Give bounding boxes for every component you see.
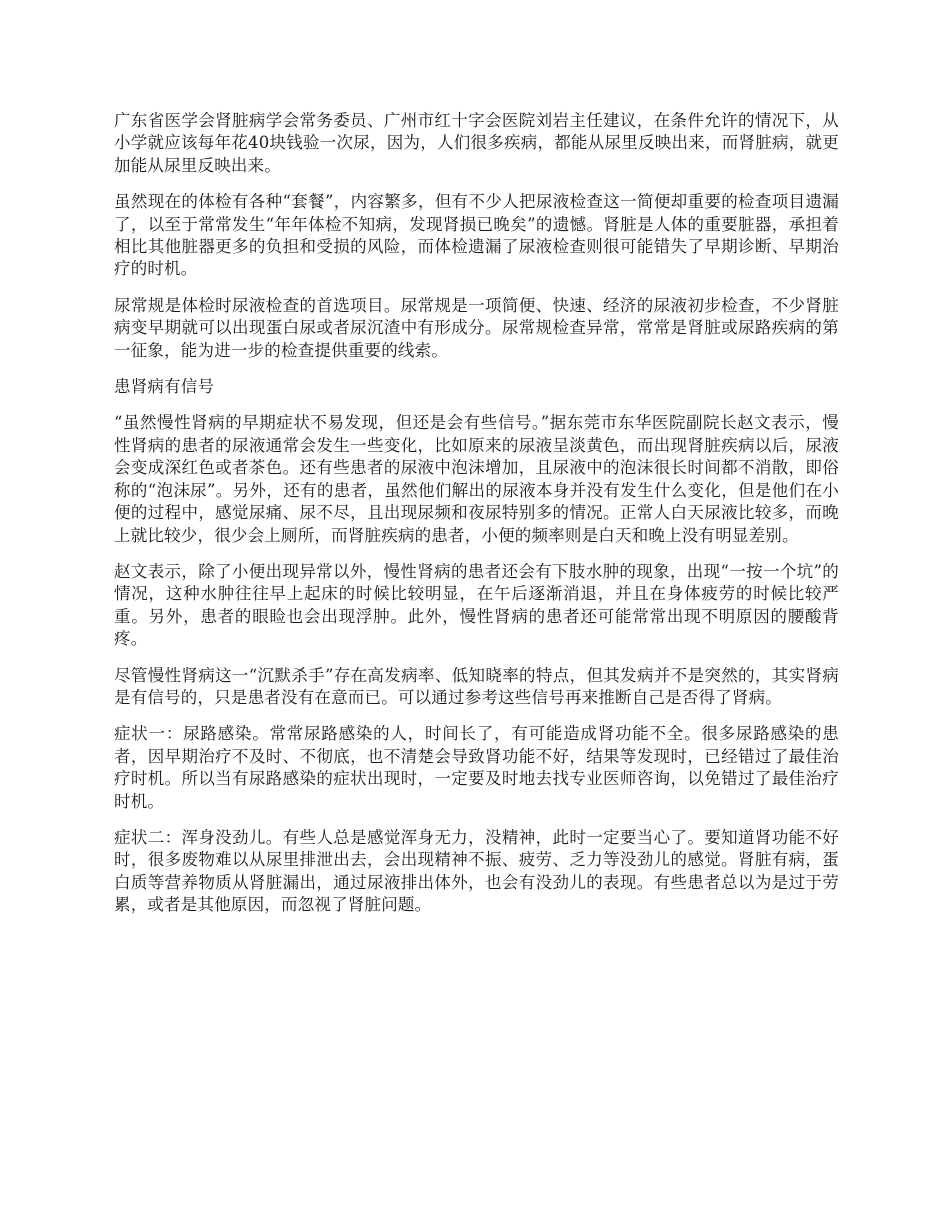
paragraph-4: “虽然慢性肾病的早期症状不易发现，但还是会有些信号。”据东莞市东华医院副院长赵文表示，慢性肾病的患者的尿液通常会发生一些变化，比如原来的尿液呈淡黄色，而出现肾脏疾病以后，尿液会变成深红色或者茶色。还有些患者的尿液中泡沫增加，且尿液中的泡沫很长时间都不消散，即俗称的“泡沫尿”。另外，还有的患者，虽然他们解出的尿液本身并没有发生什么变化，但是他们在小便的过程中，感觉尿痛、尿不尽，且出现尿频和夜尿特别多的情况。正常人白天尿液比较多，而晚上就比较少，很少会上厕所，而肾脏疾病的患者，小便的频率则是白天和晚上没有明显差别。 [114, 413, 839, 545]
paragraph-8: 症状二：浑身没劲儿。有些人总是感觉浑身无力，没精神，此时一定要当心了。要知道肾功能不好时，很多废物难以从尿里排泄出去，会出现精神不振、疲劳、乏力等没劲儿的感觉。肾脏有病，蛋白质等营养物质从肾脏漏出，通过尿液排出体外，也会有没劲儿的表现。有些患者总以为是过于劳累，或者是其他原因，而忽视了肾脏问题。 [114, 827, 839, 915]
paragraph-2: 虽然现在的体检有各种“套餐”，内容繁多，但有不少人把尿液检查这一简便却重要的检查项目遗漏了，以至于常常发生“年年体检不知病，发现肾损已晚矣”的遗憾。肾脏是人体的重要脏器，承担着相比其他脏器更多的负担和受损的风险，而体检遗漏了尿液检查则很可能错失了早期诊断、早期治疗的时机。 [114, 192, 839, 279]
section-heading: 患肾病有信号 [114, 377, 215, 397]
paragraph-1: 广东省医学会肾脏病学会常务委员、广州市红十字会医院刘岩主任建议，在条件允许的情况下，从小学就应该每年花40块钱验一次尿，因为，人们很多疾病，都能从尿里反映出来，而肾脏病，就更加能从尿里反映出来。 [114, 111, 839, 175]
paragraph-5: 赵文表示，除了小便出现异常以外，慢性肾病的患者还会有下肢水肿的现象，出现“一按一个坑”的情况，这种水肿往往早上起床的时候比较明显，在午后逐渐消退，并且在身体疲劳的时候比较严重。另外，患者的眼睑也会出现浮肿。此外，慢性肾病的患者还可能常常出现不明原因的腰酸背疼。 [114, 561, 839, 649]
paragraph-3: 尿常规是体检时尿液检查的首选项目。尿常规是一项简便、快速、经济的尿液初步检查，不少肾脏病变早期就可以出现蛋白尿或者尿沉渣中有形成分。尿常规检查异常，常常是肾脏或尿路疾病的第一征象，能为进一步的检查提供重要的线索。 [114, 295, 839, 360]
document-body [114, 110, 839, 931]
paragraph-7: 症状一：尿路感染。常常尿路感染的人，时间长了，有可能造成肾功能不全。很多尿路感染的患者，因早期治疗不及时、不彻底，也不清楚会导致肾功能不好，结果等发现时，已经错过了最佳治疗时机。所以当有尿路感染的症状出现时，一定要及时地去找专业医师咨询，以免错过了最佳治疗时机。 [114, 724, 839, 811]
paragraph-6: 尽管慢性肾病这一“沉默杀手”存在高发病率、低知晓率的特点，但其发病并不是突然的，其实肾病是有信号的，只是患者没有在意而已。可以通过参考这些信号再来推断自己是否得了肾病。 [114, 665, 839, 707]
